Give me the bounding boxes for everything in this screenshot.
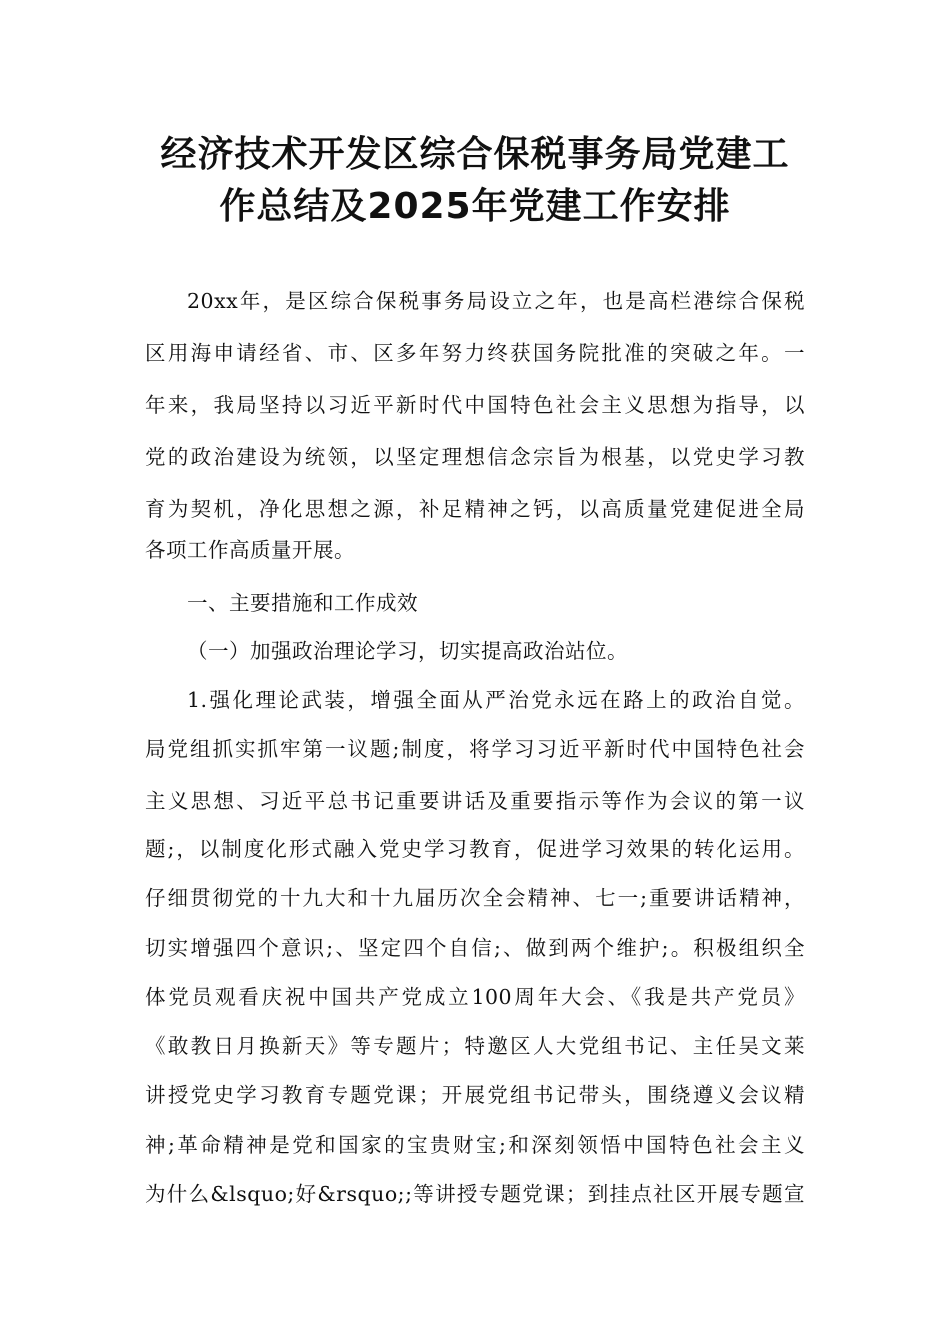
document-title-line-1: 经济技术开发区综合保税事务局党建工 — [160, 134, 790, 175]
paragraph-item-1-line-10: 神;革命精神是党和国家的宝贵财宝;和深刻领悟中国特色社会主义 — [145, 1133, 805, 1157]
paragraph-item-1-line-9: 讲授党史学习教育专题党课；开展党组书记带头，围绕遵义会议精 — [145, 1083, 805, 1107]
paragraph-intro-line-3: 年来，我局坚持以习近平新时代中国特色社会主义思想为指导，以 — [145, 393, 805, 417]
paragraph-item-1-line-2: 局党组抓实抓牢第一议题;制度，将学习习近平新时代中国特色社会 — [145, 737, 805, 761]
paragraph-intro-line-5: 育为契机，净化思想之源，补足精神之钙，以高质量党建促进全局 — [145, 497, 805, 521]
paragraph-item-1-line-11: 为什么&lsquo;好&rsquo;;等讲授专题党课；到挂点社区开展专题宣 — [145, 1182, 805, 1206]
paragraph-item-1-line-1: 1.强化理论武装，增强全面从严治党永远在路上的政治自觉。 — [187, 688, 805, 712]
paragraph-intro-line-6: 各项工作高质量开展。 — [145, 538, 355, 562]
paragraph-item-1-line-6: 切实增强四个意识;、坚定四个自信;、做到两个维护;。积极组织全 — [145, 936, 805, 960]
paragraph-item-1-line-7: 体党员观看庆祝中国共产党成立100周年大会、《我是共产党员》 — [145, 985, 805, 1009]
paragraph-item-1-line-5: 仔细贯彻党的十九大和十九届历次全会精神、七一;重要讲话精神， — [145, 886, 805, 910]
paragraph-intro-line-2: 区用海申请经省、市、区多年努力终获国务院批准的突破之年。一 — [145, 341, 805, 365]
paragraph-intro-line-4: 党的政治建设为统领，以坚定理想信念宗旨为根基，以党史学习教 — [145, 445, 805, 469]
paragraph-item-1-line-4: 题;，以制度化形式融入党史学习教育，促进学习效果的转化运用。 — [145, 837, 805, 861]
document-title-line-2: 作总结及2025年党建工作安排 — [219, 186, 731, 227]
paragraph-intro-line-1: 20xx年，是区综合保税事务局设立之年，也是高栏港综合保税 — [187, 289, 805, 313]
section-heading-1: 一、主要措施和工作成效 — [187, 591, 418, 615]
subsection-heading-1: （一）加强政治理论学习，切实提高政治站位。 — [187, 639, 628, 663]
paragraph-item-1-line-3: 主义思想、习近平总书记重要讲话及重要指示等作为会议的第一议 — [145, 789, 805, 813]
paragraph-item-1-line-8: 《敢教日月换新天》等专题片；特邀区人大党组书记、主任吴文莱 — [145, 1034, 805, 1058]
